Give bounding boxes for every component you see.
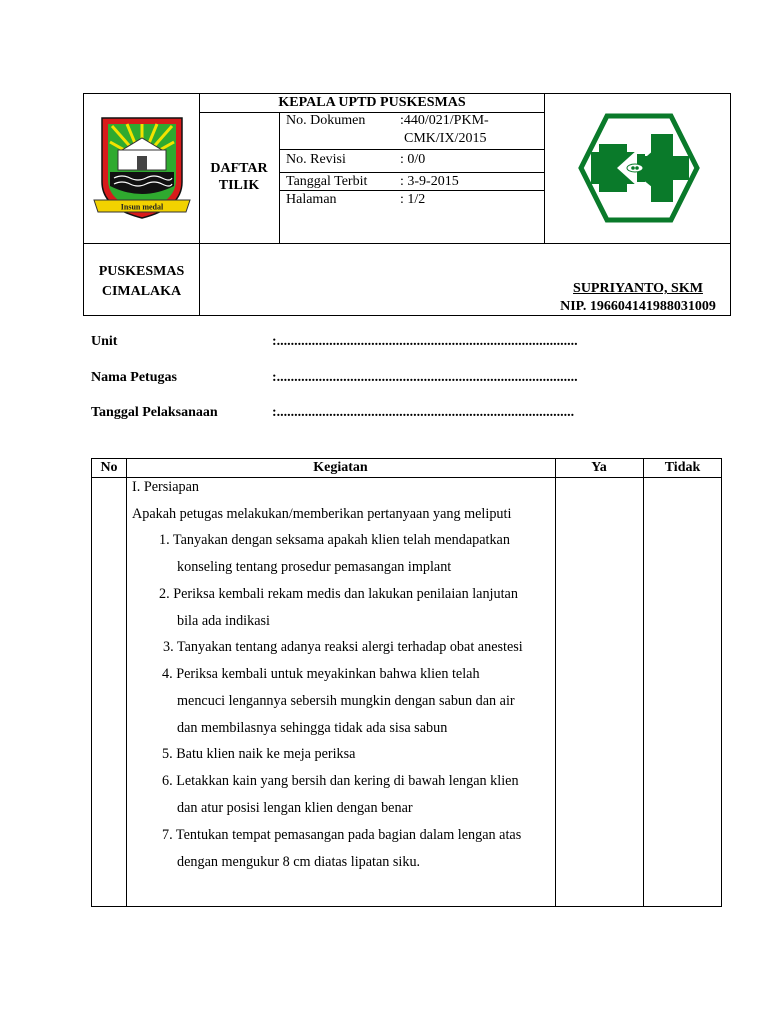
checklist-table xyxy=(91,458,722,907)
meta-value-issue-date: : 3-9-2015 xyxy=(400,174,459,189)
signatory-name: SUPRIYANTO, SKM xyxy=(573,281,703,296)
puskesmas-crest-logo xyxy=(92,112,192,224)
checklist-item-7-line1: 7. Tentukan tempat pemasangan pada bagian dalam lengan atas xyxy=(162,827,522,843)
checklist-item-6-line1: 6. Letakkan kain yang bersih dan kering di bawah lengan klien xyxy=(162,773,519,789)
execution-date-field[interactable]: :..................................................................................... xyxy=(272,405,575,420)
meta-value-document-number-line1: :440/021/PKM- xyxy=(400,113,489,128)
organization-line1: PUSKESMAS xyxy=(98,264,185,279)
signatory-nip: NIP. 196604141988031009 xyxy=(560,299,716,314)
column-header-no-tidak: Tidak xyxy=(664,460,701,475)
meta-label-revision: No. Revisi xyxy=(286,152,346,167)
organization-name xyxy=(84,262,199,302)
checklist-item-2-line2: bila ada indikasi xyxy=(177,613,270,629)
checklist-item-2-line1: 2. Periksa kembali rekam medis dan lakukan penilaian lanjutan xyxy=(159,586,518,602)
meta-label-page: Halaman xyxy=(286,192,337,207)
document-header-table xyxy=(83,93,731,316)
column-header-activity: Kegiatan xyxy=(313,460,368,475)
checklist-item-1-line2: konseling tentang prosedur pemasangan implant xyxy=(177,559,452,575)
puskesmas-cross-logo xyxy=(577,112,701,224)
checklist-item-1-line1: 1. Tanyakan dengan seksama apakah klien telah mendapatkan xyxy=(159,532,510,548)
checklist-intro: Apakah petugas melakukan/memberikan pertanyaan yang meliputi xyxy=(132,506,512,522)
organization-line2: CIMALAKA xyxy=(101,284,182,299)
unit-field[interactable]: :...................................................................................... xyxy=(272,334,578,349)
checklist-item-5-line1: 5. Batu klien naik ke meja periksa xyxy=(162,746,356,762)
officer-name-label: Nama Petugas xyxy=(91,370,177,385)
logo-motto: Insun medal xyxy=(120,202,164,212)
unit-label: Unit xyxy=(91,334,118,349)
checklist-item-4-line1: 4. Periksa kembali untuk meyakinkan bahwa klien telah xyxy=(162,666,480,682)
column-header-no: No xyxy=(100,460,118,475)
column-header-yes: Ya xyxy=(591,460,607,475)
meta-value-page: : 1/2 xyxy=(400,192,426,207)
yes-column-cells[interactable] xyxy=(556,478,643,906)
meta-label-issue-date: Tanggal Terbit xyxy=(286,174,368,189)
meta-value-revision: : 0/0 xyxy=(400,152,426,167)
checklist-item-3-line1: 3. Tanyakan tentang adanya reaksi alergi terhadap obat anestesi xyxy=(163,639,523,655)
section-heading: I. Persiapan xyxy=(132,479,199,495)
checklist-item-7-line2: dengan mengukur 8 cm diatas lipatan siku. xyxy=(177,854,421,870)
checklist-item-4-line2: mencuci lengannya sebersih mungkin dengan sabun dan air xyxy=(177,693,515,709)
meta-label-document-number: No. Dokumen xyxy=(286,113,366,128)
checklist-item-6-line2: dan atur posisi lengan klien dengan benar xyxy=(177,800,413,816)
execution-date-label: Tanggal Pelaksanaan xyxy=(91,405,218,420)
header-title: KEPALA UPTD PUSKESMAS xyxy=(278,95,466,110)
checklist-item-4-line3: dan membilasnya sehingga tidak ada sisa sabun xyxy=(177,720,448,736)
officer-name-field[interactable]: :...................................................................................... xyxy=(272,370,578,385)
document-type-label: DAFTAR TILIK xyxy=(210,161,268,193)
meta-value-document-number-line2: CMK/IX/2015 xyxy=(404,131,487,146)
no-column-cells[interactable] xyxy=(644,478,722,906)
